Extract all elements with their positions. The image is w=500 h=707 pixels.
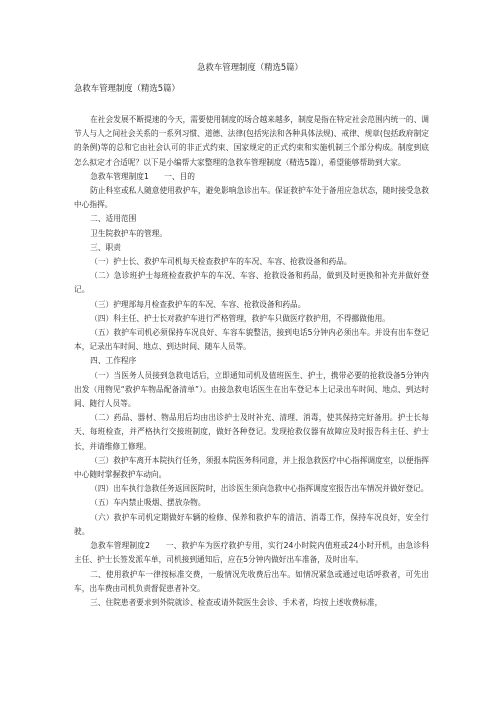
document-subtitle: 急救车管理制度（精选5篇） bbox=[74, 83, 180, 93]
paragraph: （五）救护车司机必须保持车况良好、车容车貌整洁，接到电话5分钟内必须出车。并设有出车登记本，记录出车时间、地点、到达时间、随车人员等。 bbox=[74, 328, 429, 352]
paragraph-heading-system-2: 急救车管理制度2 一、救护车为医疗救护专用，实行24小时院内值班或24小时开机，由急诊科主任、护士长签发派车单，司机接到通知后，应在5分钟内做好出车准备，及时出车。 bbox=[74, 541, 429, 565]
paragraph-intro: 在社会发展不断提速的今天，需要使用制度的场合越来越多，制度是指在特定社会范围内统一的、调节人与人之间社会关系的一系列习惯、道德、法律(包括宪法和各种具体法规)、戒律、规章(包括政府制定的条例)等的总和它由社会认可的非正式约束、国家规定的正式约束和实施机制三个部分构成。制度到底怎么拟定才合适呢？以下是小编帮大家整理的急救车管理制度（精选5篇），希望能够帮助到大家。 bbox=[74, 115, 429, 167]
paragraph: 三、住院患者要求到外院就诊、检查或请外院医生会诊、手术者，均按上述收费标准， bbox=[90, 597, 383, 607]
paragraph: （三）护理部每月检查救护车的车况、车容、抢救设备和药品。 bbox=[90, 299, 306, 309]
document-title: 急救车管理制度（精选5篇） bbox=[197, 62, 303, 72]
document-body bbox=[74, 113, 429, 610]
paragraph: （二）急诊班护士每班检查救护车的车况、车容、抢救设备和药品，做到及时更换和补充并做好登记。 bbox=[74, 271, 429, 295]
section-heading: 三、职责 bbox=[90, 242, 121, 252]
paragraph-heading-system-1: 急救车管理制度1 一、目的 bbox=[90, 171, 195, 181]
paragraph: 防止科室或私人随意使用救护车，避免影响急诊出车。保证救护车处于备用应急状态，随时接受急救中心指挥。 bbox=[74, 186, 429, 210]
paragraph: 卫生院救护车的管理。 bbox=[90, 228, 168, 238]
paragraph: （一）当医务人员接到急救电话后，立即通知司机及值班医生、护士，携带必要的抢救设备5分钟内出发（用物见“救护车物品配备清单”）。由接急救电话医生在出车登记本上记录出车时间、地点、到达时间、随行人员等。 bbox=[74, 370, 429, 409]
paragraph: 二、使用救护车一律按标准交费，一般情况先收费后出车。如情况紧急或通过电话呼救者，可先出车，出车费由司机负责督促患者补交。 bbox=[74, 569, 429, 593]
section-heading: 二、适用范围 bbox=[90, 214, 137, 224]
paragraph: （三）救护车离开本院执行任务，须报本院医务科同意，并上报急救医疗中心指挥调度室，以便指挥中心随时掌握救护车动向。 bbox=[74, 455, 429, 480]
section-heading: 四、工作程序 bbox=[90, 356, 137, 366]
paragraph: （一）护士长、救护车司机每天检查救护车的车况、车容、抢救设备和药品。 bbox=[90, 257, 352, 267]
paragraph: （四）出车执行急救任务返回医院时，出诊医生须向急救中心指挥调度室报告出车情况并做好登记。 bbox=[90, 484, 429, 494]
paragraph: （四）科主任、护士长对救护车进行严格管理，救护车只做医疗救护用，不得挪做他用。 bbox=[90, 313, 390, 323]
paragraph: （五）车内禁止吸烟、摆放杂物。 bbox=[90, 498, 206, 508]
paragraph: （二）药品、器材、物品用后均由出诊护士及时补充、清理、消毒，使其保持完好备用。护士长每天、每班检查，并严格执行交接班制度，做好各种登记。发现抢救仪器有故障应及时报告科主任、护士长，并请维修工修理。 bbox=[74, 413, 429, 451]
paragraph: （六）救护车司机定期做好车辆的检修、保养和救护车的清洁、消毒工作，保持车况良好，安全行驶。 bbox=[74, 512, 429, 536]
